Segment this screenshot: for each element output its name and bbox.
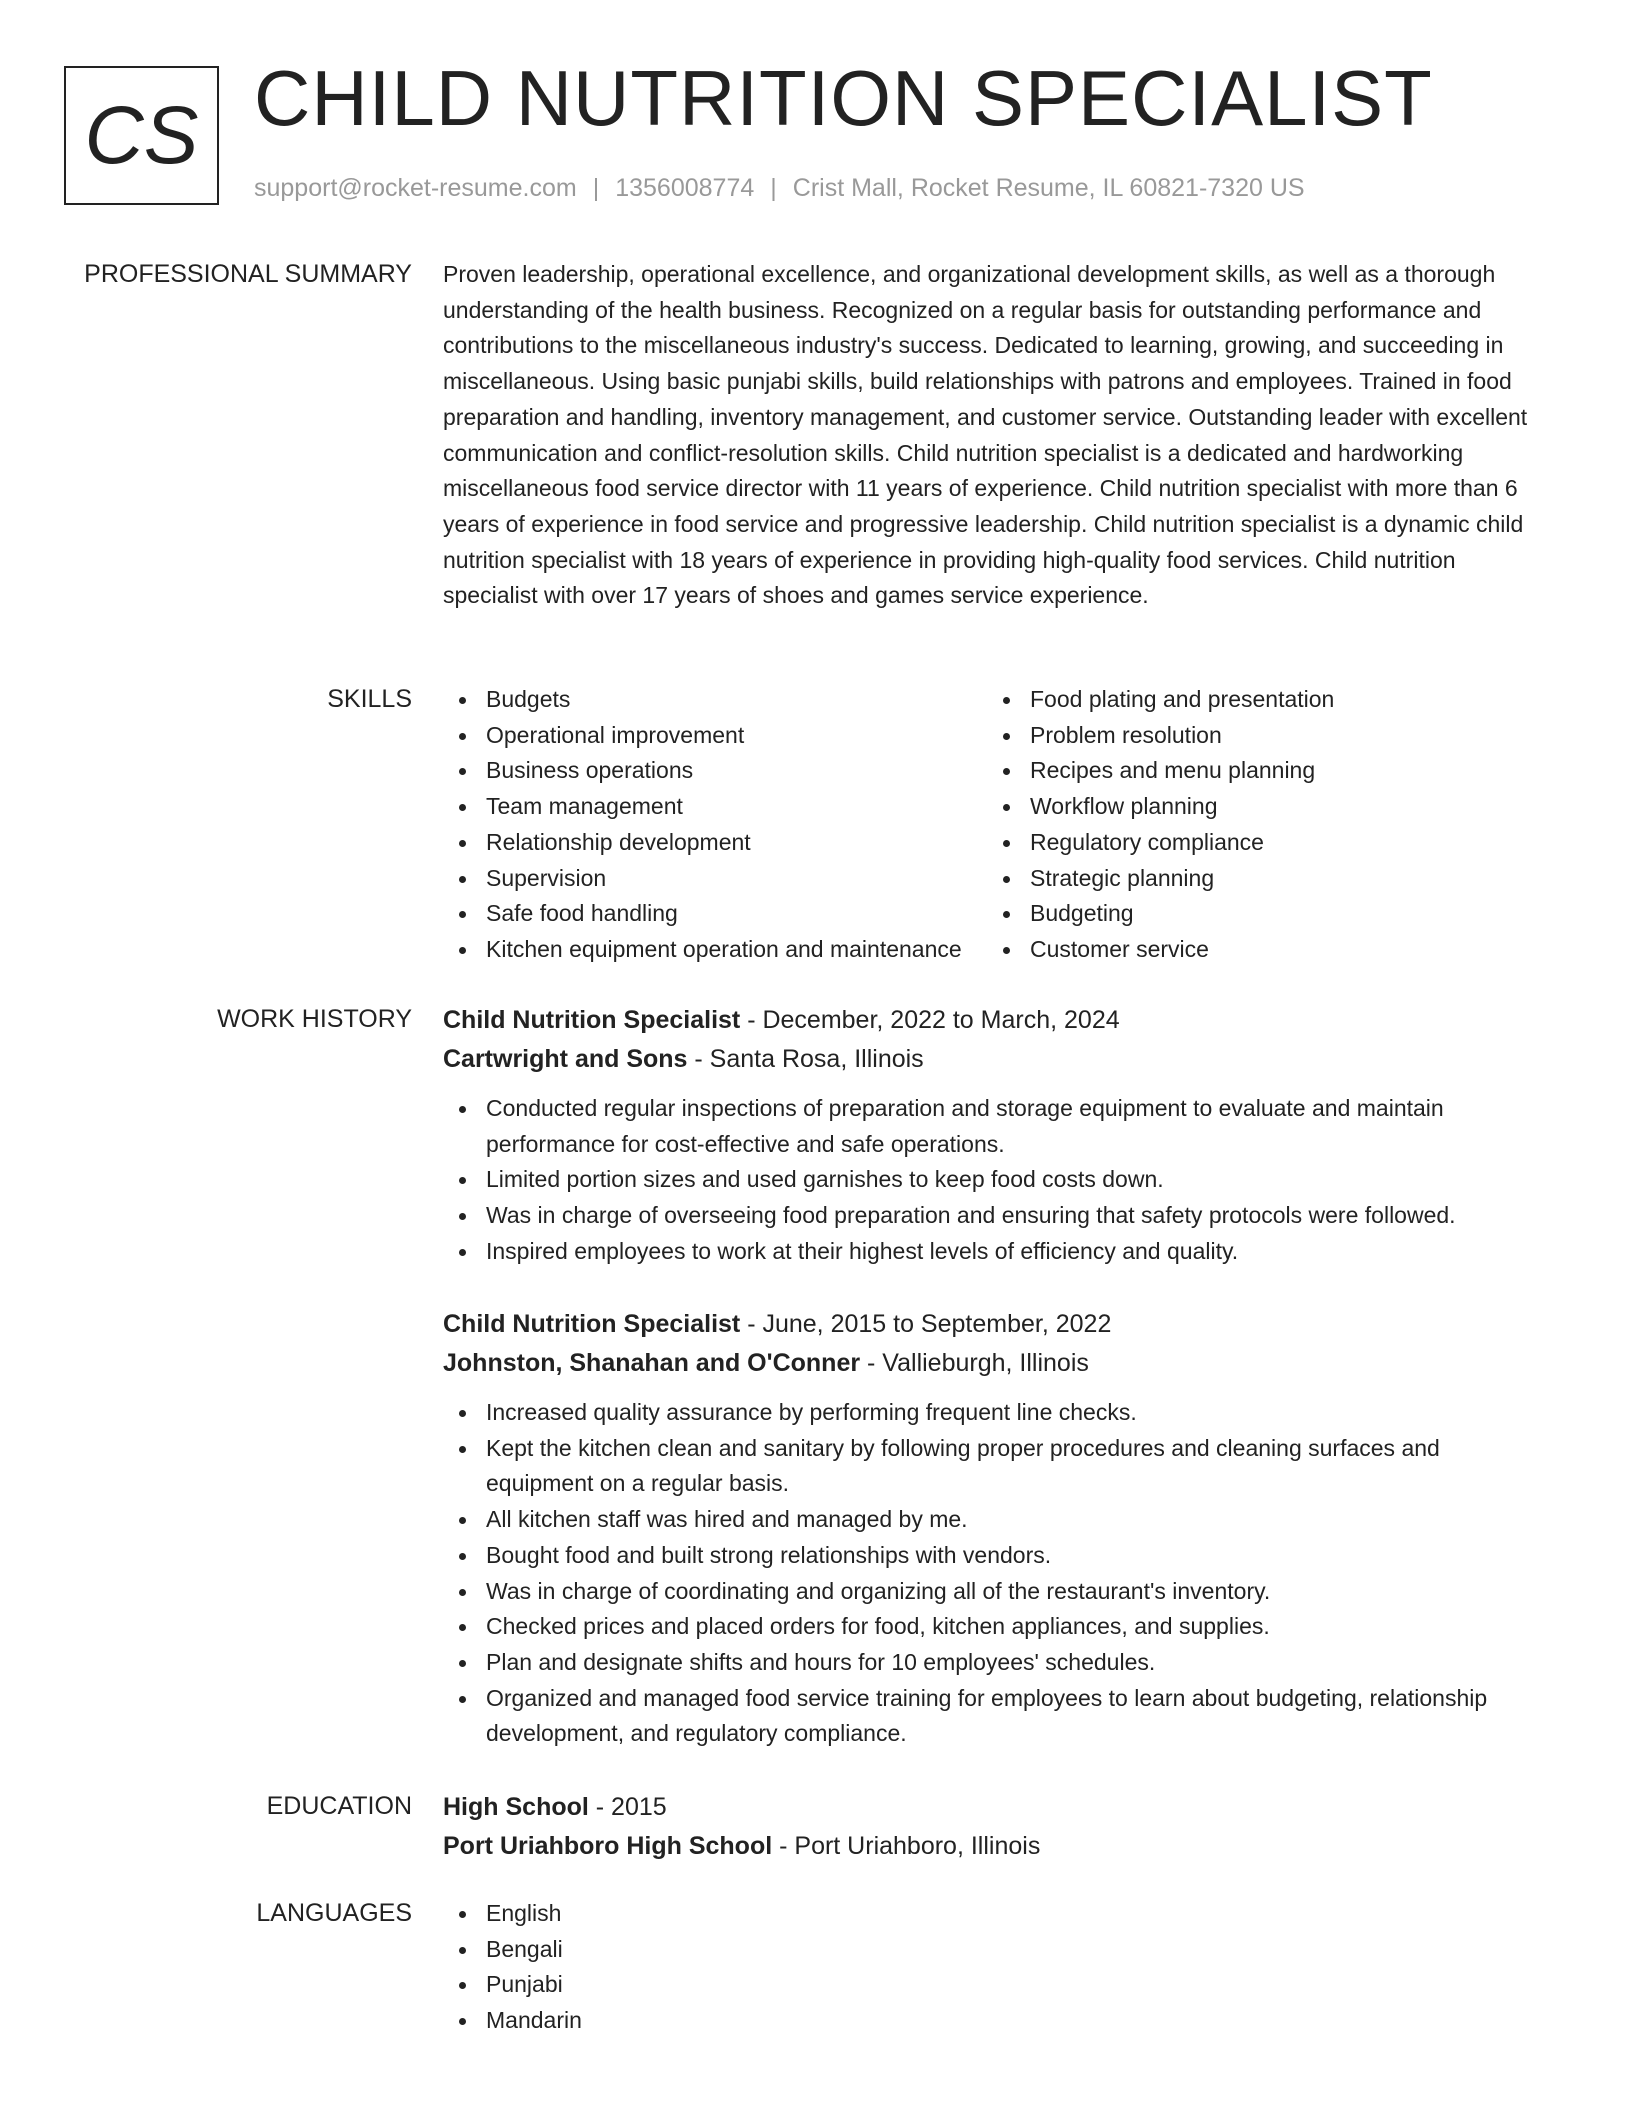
skill-item: Safe food handling: [443, 896, 987, 932]
contact-line: [254, 174, 1305, 203]
job-title-line: [443, 1305, 1553, 1344]
job-location: - Santa Rosa, Illinois: [687, 1045, 924, 1073]
skills-list-right: [987, 682, 1531, 968]
job-title-line: [443, 1001, 1553, 1040]
summary-text: Proven leadership, operational excellence, and organizational development skills, as well as a thorough understanding of the health business. Recognized on a regular basis for outstanding performance and contributions to the miscellaneous industry's success. Dedicated to learning, growing, and succeeding in miscellaneous. Using basic punjabi skills, build relationships with patrons and employees. Trained in food preparation and handling, inventory management, and customer service. Outstanding leader with excellent communication and conflict-resolution skills. Child nutrition specialist is a dedicated and hardworking miscellaneous food service director with 11 years of experience. Child nutrition specialist with more than 6 years of experience in food service and progressive leadership. Child nutrition specialist is a dynamic child nutrition specialist with 18 years of experience in providing high-quality food services. Child nutrition specialist with over 17 years of shoes and games service experience.: [443, 261, 1528, 609]
responsibility-item: Bought food and built strong relationships with vendors.: [443, 1538, 1553, 1574]
skill-item: Kitchen equipment operation and maintenance: [443, 932, 987, 968]
education-degree-line: [443, 1788, 1553, 1827]
responsibility-item: Checked prices and placed orders for food, kitchen appliances, and supplies.: [443, 1609, 1553, 1645]
responsibility-item: Increased quality assurance by performing frequent line checks.: [443, 1395, 1553, 1431]
job-title: Child Nutrition Specialist: [443, 1006, 741, 1034]
skill-item: Supervision: [443, 861, 987, 897]
contact-email: support@rocket-resume.com: [254, 174, 577, 202]
job-dates: - December, 2022 to March, 2024: [740, 1006, 1120, 1034]
responsibility-item: Organized and managed food service training for employees to learn about budgeting, relationship development, and regulatory compliance.: [443, 1681, 1553, 1752]
education-school: Port Uriahboro High School: [443, 1832, 773, 1860]
skill-item: Problem resolution: [987, 718, 1531, 754]
education-degree: High School: [443, 1793, 589, 1821]
summary-section: [443, 257, 1553, 614]
skill-item: Budgets: [443, 682, 987, 718]
responsibility-item: Limited portion sizes and used garnishes to keep food costs down.: [443, 1162, 1553, 1198]
job-dates: - June, 2015 to September, 2022: [740, 1310, 1112, 1338]
summary-heading: PROFESSIONAL SUMMARY: [84, 260, 412, 288]
skills-heading: SKILLS: [327, 685, 412, 713]
skill-item: Workflow planning: [987, 789, 1531, 825]
contact-address: Crist Mall, Rocket Resume, IL 60821-7320 US: [792, 174, 1305, 202]
skill-item: Relationship development: [443, 825, 987, 861]
education-heading: EDUCATION: [266, 1792, 412, 1820]
skill-item: Regulatory compliance: [987, 825, 1531, 861]
job-location: - Vallieburgh, Illinois: [860, 1349, 1089, 1377]
responsibility-item: Was in charge of overseeing food preparation and ensuring that safety protocols were followed.: [443, 1198, 1553, 1234]
job-company-line: [443, 1040, 1553, 1079]
monogram-initials: CS: [84, 89, 199, 181]
education-school-line: [443, 1827, 1553, 1866]
responsibility-item: Inspired employees to work at their highest levels of efficiency and quality.: [443, 1234, 1553, 1270]
skill-item: Business operations: [443, 753, 987, 789]
education-entry: [443, 1788, 1553, 1866]
skill-item: Team management: [443, 789, 987, 825]
responsibility-item: Plan and designate shifts and hours for 10 employees' schedules.: [443, 1645, 1553, 1681]
job-company: Cartwright and Sons: [443, 1045, 688, 1073]
job-entry: [443, 1001, 1553, 1270]
resume-title: CHILD NUTRITION SPECIALIST: [254, 54, 1433, 142]
skill-item: Budgeting: [987, 896, 1531, 932]
skill-item: Operational improvement: [443, 718, 987, 754]
job-title: Child Nutrition Specialist: [443, 1310, 741, 1338]
language-item: Bengali: [443, 1932, 1553, 1968]
monogram-box: [64, 66, 219, 205]
languages-heading: LANGUAGES: [256, 1899, 412, 1927]
work-history-heading: WORK HISTORY: [217, 1005, 412, 1033]
language-item: Mandarin: [443, 2003, 1553, 2039]
education-year: - 2015: [588, 1793, 667, 1821]
skill-item: Recipes and menu planning: [987, 753, 1531, 789]
contact-separator: |: [770, 174, 777, 202]
language-item: Punjabi: [443, 1967, 1553, 2003]
skill-item: Food plating and presentation: [987, 682, 1531, 718]
responsibility-item: All kitchen staff was hired and managed by me.: [443, 1502, 1553, 1538]
job-company: Johnston, Shanahan and O'Conner: [443, 1349, 861, 1377]
education-location: - Port Uriahboro, Illinois: [772, 1832, 1041, 1860]
responsibility-item: Conducted regular inspections of preparation and storage equipment to evaluate and maintain performance for cost-effective and safe operations.: [443, 1091, 1553, 1162]
responsibility-item: Kept the kitchen clean and sanitary by following proper procedures and cleaning surfaces and equipment on a regular basis.: [443, 1431, 1553, 1502]
languages-list: [443, 1896, 1553, 2039]
contact-phone: 1356008774: [615, 174, 755, 202]
skill-item: Strategic planning: [987, 861, 1531, 897]
language-item: English: [443, 1896, 1553, 1932]
skills-list-left: [443, 682, 987, 968]
languages-section: [443, 1896, 1553, 2039]
contact-separator: |: [592, 174, 600, 202]
job-company-line: [443, 1344, 1553, 1383]
job-responsibilities: [443, 1395, 1553, 1752]
job-entry: [443, 1305, 1553, 1752]
skill-item: Customer service: [987, 932, 1531, 968]
responsibility-item: Was in charge of coordinating and organizing all of the restaurant's inventory.: [443, 1574, 1553, 1610]
job-responsibilities: [443, 1091, 1553, 1270]
skills-section: [443, 682, 1553, 968]
